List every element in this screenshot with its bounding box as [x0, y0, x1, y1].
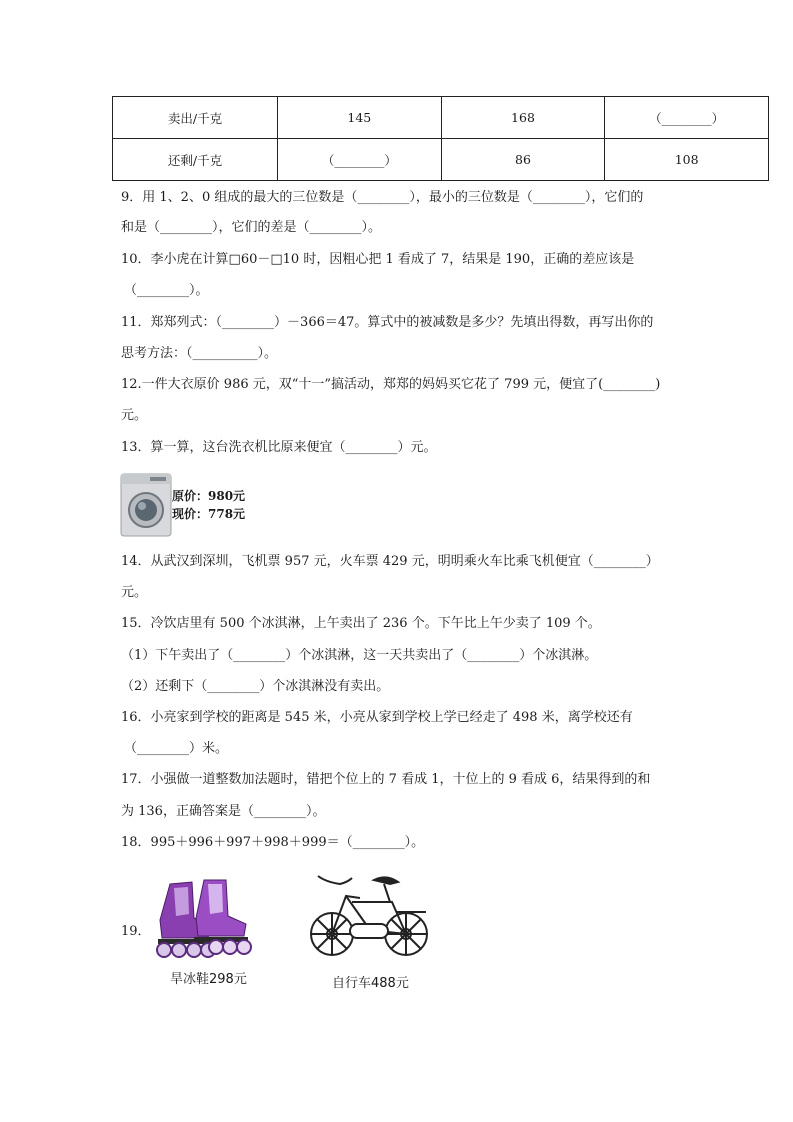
- question-16-line-2: （________）米。: [124, 741, 229, 756]
- question-15-part-1: （1）下午卖出了（________）个冰淇淋，这一天共卖出了（________）个冰淇淋。: [121, 648, 598, 663]
- question-16-line-1: 16．小亮家到学校的距离是 545 米，小亮从家到学校上学已经走了 498 米，离学校还有: [121, 710, 633, 725]
- roller-skates-image: [148, 876, 262, 962]
- bike-price-caption: 自行车488元: [332, 976, 409, 991]
- table-cell: 168: [441, 97, 605, 139]
- question-17-line-1: 17．小强做一道整数加法题时，错把个位上的 7 看成 1，十位上的 9 看成 6，结果得到的和: [121, 772, 651, 787]
- skates-price-caption: 旱冰鞋298元: [170, 972, 247, 987]
- table-cell: （________）: [605, 97, 769, 139]
- question-14-line-2: 元。: [121, 585, 148, 600]
- question-11-line-2: 思考方法：（__________）。: [121, 346, 278, 361]
- question-13-line: 13．算一算，这台洗衣机比原来便宜（________）元。: [121, 440, 437, 455]
- question-10-line-1: 10．李小虎在计算□60－□10 时，因粗心把 1 看成了 7，结果是 190，正确的差应该是: [121, 252, 635, 267]
- table-row: [113, 139, 769, 181]
- table-cell: 卖出/千克: [113, 97, 278, 139]
- table-cell: 145: [278, 97, 442, 139]
- table-cell: 86: [441, 139, 605, 181]
- washer-current-price: 现价：778元: [172, 507, 246, 521]
- question-12-line-2: 元。: [121, 408, 148, 423]
- table-cell: 还剩/千克: [113, 139, 278, 181]
- washer-original-price: 原价：980元: [172, 489, 246, 503]
- question-17-line-2: 为 136，正确答案是（________）。: [121, 804, 326, 819]
- question-10-line-2: （________）。: [124, 283, 209, 298]
- question-9-line-1: 9．用 1、2、0 组成的最大的三位数是（________），最小的三位数是（________），它们的: [121, 190, 644, 205]
- washing-machine-image: [120, 473, 172, 537]
- bicycle-image: [306, 872, 432, 964]
- question-14-line-1: 14．从武汉到深圳，飞机票 957 元，火车票 429 元，明明乘火车比乘飞机便宜（________）: [121, 554, 659, 569]
- question-15-line: 15．冷饮店里有 500 个冰淇淋，上午卖出了 236 个。下午比上午少卖了 109 个。: [121, 616, 601, 631]
- question-15-part-2: （2）还剩下（________）个冰淇淋没有卖出。: [121, 679, 390, 694]
- question-9-line-2: 和是（________），它们的差是（________）。: [121, 220, 382, 235]
- question-12-line-1: 12.一件大衣原价 986 元，双“十一”搞活动，郑郑的妈妈买它花了 799 元，便宜了(________): [121, 377, 661, 392]
- question-11-line-1: 11．郑郑列式：（________）－366＝47。算式中的被减数是多少？先填出得数，再写出你的: [121, 315, 654, 330]
- question-19-label: 19．: [121, 924, 151, 939]
- table-cell: （________）: [278, 139, 442, 181]
- sales-table: [112, 96, 769, 181]
- table-cell: 108: [605, 139, 769, 181]
- question-18-line: 18．995＋996＋997＋998＋999＝（________）。: [121, 835, 425, 850]
- table-row: [113, 97, 769, 139]
